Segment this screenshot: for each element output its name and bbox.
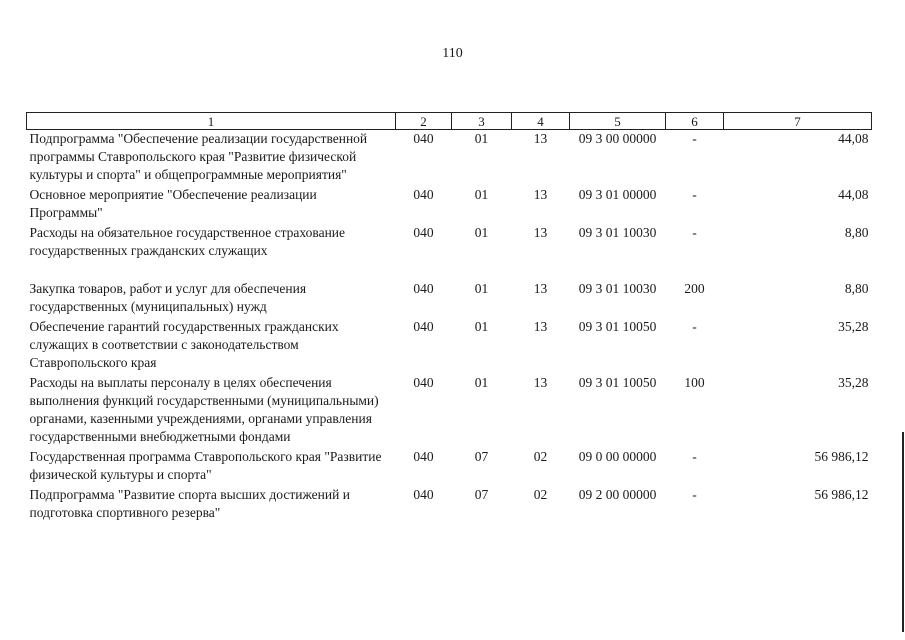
amount: 56 986,12 (814, 487, 869, 502)
amount: 56 986,12 (814, 449, 869, 464)
page-number: 110 (442, 46, 463, 61)
row-name: Расходы на обязательное государственное страхование государственных гражданских служащих (29, 225, 346, 258)
subsection-code: 13 (533, 225, 548, 240)
row-name: Обеспечение гарантий государственных гражданских служащих в соответствии с законодательством Ставропольского края (29, 319, 339, 370)
amount: 35,28 (838, 375, 869, 390)
expense-type-code: - (692, 225, 697, 240)
subsection-code: 13 (533, 281, 548, 296)
subsection-code: 02 (533, 487, 548, 502)
expense-type-code: - (692, 187, 697, 202)
amount: 44,08 (838, 187, 869, 202)
expense-type-code: 100 (684, 375, 705, 390)
target-article-code: 09 3 01 10030 (578, 281, 657, 296)
row-name: Основное мероприятие "Обеспечение реализации Программы" (29, 187, 317, 220)
table-row (27, 448, 872, 486)
subsection-code: 13 (533, 375, 548, 390)
section-code: 07 (474, 487, 489, 502)
table-row (27, 280, 872, 318)
scan-edge-line (902, 432, 904, 632)
column-header-1: 1 (27, 113, 396, 130)
target-article-code: 09 2 00 00000 (578, 487, 657, 502)
expense-type-code: - (692, 449, 697, 464)
subsection-code: 02 (533, 449, 548, 464)
ministry-code: 040 (413, 187, 434, 202)
expense-type-code: - (692, 319, 697, 334)
ministry-code: 040 (413, 375, 434, 390)
ministry-code: 040 (413, 225, 434, 240)
target-article-code: 09 3 00 00000 (578, 131, 657, 146)
column-header-7: 7 (724, 113, 872, 130)
table-row (27, 318, 872, 374)
column-header-5: 5 (570, 113, 666, 130)
row-name: Подпрограмма "Развитие спорта высших достижений и подготовка спортивного резерва" (29, 487, 350, 520)
column-header-2: 2 (396, 113, 452, 130)
target-article-code: 09 3 01 10050 (578, 319, 657, 334)
row-name: Государственная программа Ставропольского края "Развитие физической культуры и спорта" (29, 449, 382, 482)
expense-type-code: 200 (684, 281, 705, 296)
subsection-code: 13 (533, 319, 548, 334)
subsection-code: 13 (533, 131, 548, 146)
amount: 44,08 (838, 131, 869, 146)
amount: 8,80 (844, 225, 869, 240)
amount: 35,28 (838, 319, 869, 334)
row-name: Закупка товаров, работ и услуг для обеспечения государственных (муниципальных) нужд (29, 281, 307, 314)
table-row (27, 224, 872, 280)
row-name: Расходы на выплаты персоналу в целях обеспечения выполнения функций государственными (муниципальными) органами, казенными учреждениями, органами управления государственными внебюджетными фондами (29, 375, 379, 444)
section-code: 01 (474, 225, 489, 240)
ministry-code: 040 (413, 131, 434, 146)
column-number-header-row (27, 113, 872, 130)
table-row (27, 374, 872, 448)
amount: 8,80 (844, 281, 869, 296)
ministry-code: 040 (413, 281, 434, 296)
target-article-code: 09 3 01 00000 (578, 187, 657, 202)
target-article-code: 09 0 00 00000 (578, 449, 657, 464)
column-header-3: 3 (452, 113, 512, 130)
row-name: Подпрограмма "Обеспечение реализации государственной программы Ставропольского края "Развитие физической культуры и спорта" и общепрограммные мероприятия" (29, 131, 368, 182)
section-code: 07 (474, 449, 489, 464)
section-code: 01 (474, 319, 489, 334)
ministry-code: 040 (413, 319, 434, 334)
section-code: 01 (474, 131, 489, 146)
expense-type-code: - (692, 487, 697, 502)
table-row (27, 130, 872, 187)
column-header-4: 4 (512, 113, 570, 130)
table-row (27, 486, 872, 524)
target-article-code: 09 3 01 10050 (578, 375, 657, 390)
section-code: 01 (474, 375, 489, 390)
column-header-6: 6 (666, 113, 724, 130)
section-code: 01 (474, 281, 489, 296)
table-row (27, 186, 872, 224)
budget-table (26, 112, 872, 524)
expense-type-code: - (692, 131, 697, 146)
ministry-code: 040 (413, 449, 434, 464)
subsection-code: 13 (533, 187, 548, 202)
ministry-code: 040 (413, 487, 434, 502)
target-article-code: 09 3 01 10030 (578, 225, 657, 240)
section-code: 01 (474, 187, 489, 202)
